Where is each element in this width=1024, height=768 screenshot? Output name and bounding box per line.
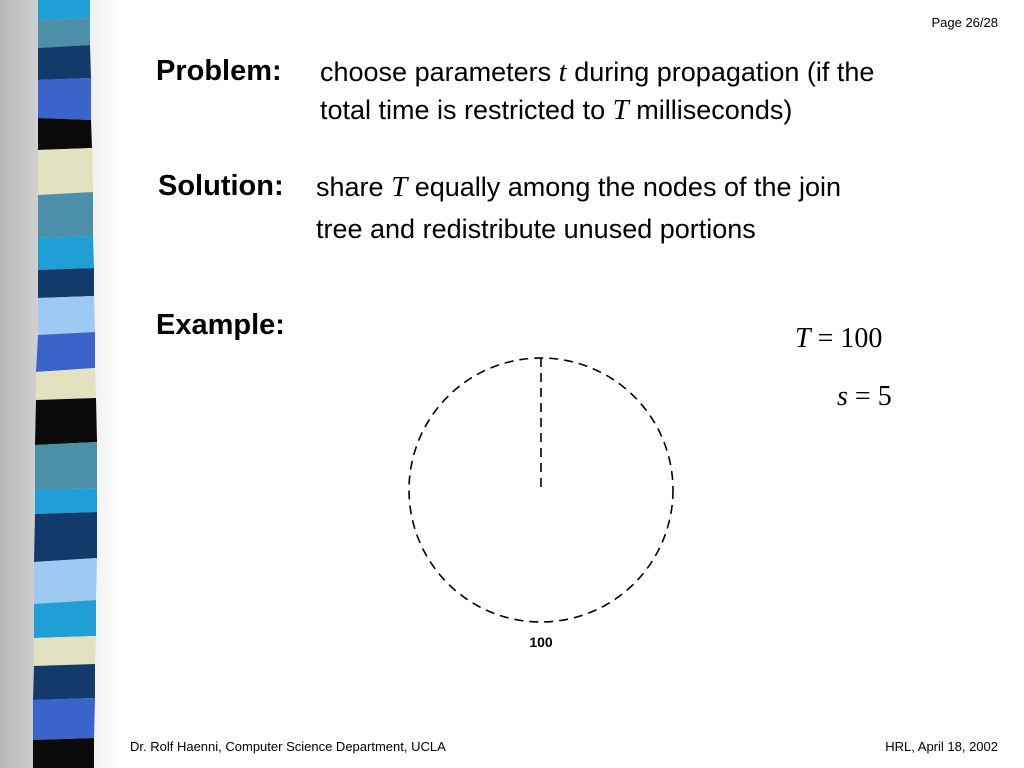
stripe bbox=[34, 636, 96, 666]
stripe bbox=[33, 698, 95, 740]
stripe bbox=[38, 0, 90, 20]
formula-T-variable: T bbox=[795, 323, 811, 354]
stripe bbox=[38, 236, 94, 270]
problem-line-2-text: total time is restricted to bbox=[320, 95, 606, 125]
problem-line-1 bbox=[320, 53, 874, 91]
formula-T-value: = 100 bbox=[817, 323, 883, 354]
stripe bbox=[38, 148, 93, 195]
stripe bbox=[35, 488, 97, 514]
problem-variable-T: T bbox=[612, 94, 629, 126]
stripe bbox=[38, 192, 93, 238]
footer-date: HRL, April 18, 2002 bbox=[885, 739, 998, 754]
stripe bbox=[38, 78, 91, 120]
formula-s-value: = 5 bbox=[854, 381, 892, 412]
solution-line-1 bbox=[316, 168, 841, 206]
stripe bbox=[35, 398, 97, 445]
problem-line-2-rest: milliseconds) bbox=[636, 95, 793, 125]
problem-label: Problem: bbox=[156, 55, 282, 87]
solution-label: Solution: bbox=[158, 170, 284, 202]
stripe bbox=[34, 600, 96, 638]
solution-line-2: tree and redistribute unused portions bbox=[316, 214, 756, 244]
time-allocation-diagram bbox=[395, 345, 695, 655]
stripe bbox=[33, 664, 95, 700]
stripe bbox=[36, 368, 96, 400]
stripe bbox=[38, 118, 92, 150]
decorative-stripe-column bbox=[0, 0, 120, 768]
node-value-label: 100 bbox=[529, 634, 553, 650]
solution-variable-T: T bbox=[391, 171, 408, 203]
stripe bbox=[34, 558, 97, 604]
page-number: Page 26/28 bbox=[931, 15, 998, 30]
footer-author: Dr. Rolf Haenni, Computer Science Department, UCLA bbox=[130, 739, 446, 754]
stripe bbox=[34, 512, 97, 562]
formula-s-variable: s bbox=[837, 381, 848, 412]
stripe bbox=[38, 18, 90, 48]
solution-line-1-rest: equally among the nodes of the join bbox=[414, 172, 842, 202]
stripe bbox=[36, 332, 95, 372]
stripe bbox=[35, 442, 97, 490]
example-label: Example: bbox=[156, 309, 285, 341]
stripe bbox=[38, 268, 94, 298]
stripe bbox=[33, 738, 94, 768]
problem-line-1-rest: during propagation (if the bbox=[574, 57, 875, 87]
stripe bbox=[38, 296, 95, 335]
stripe bbox=[38, 45, 91, 80]
problem-variable-t: t bbox=[558, 56, 567, 88]
problem-line-2 bbox=[320, 91, 792, 129]
problem-line-1-text: choose parameters bbox=[320, 57, 552, 87]
solution-line-1-text: share bbox=[316, 172, 384, 202]
formula-s bbox=[837, 381, 892, 413]
formula-T bbox=[795, 323, 882, 355]
